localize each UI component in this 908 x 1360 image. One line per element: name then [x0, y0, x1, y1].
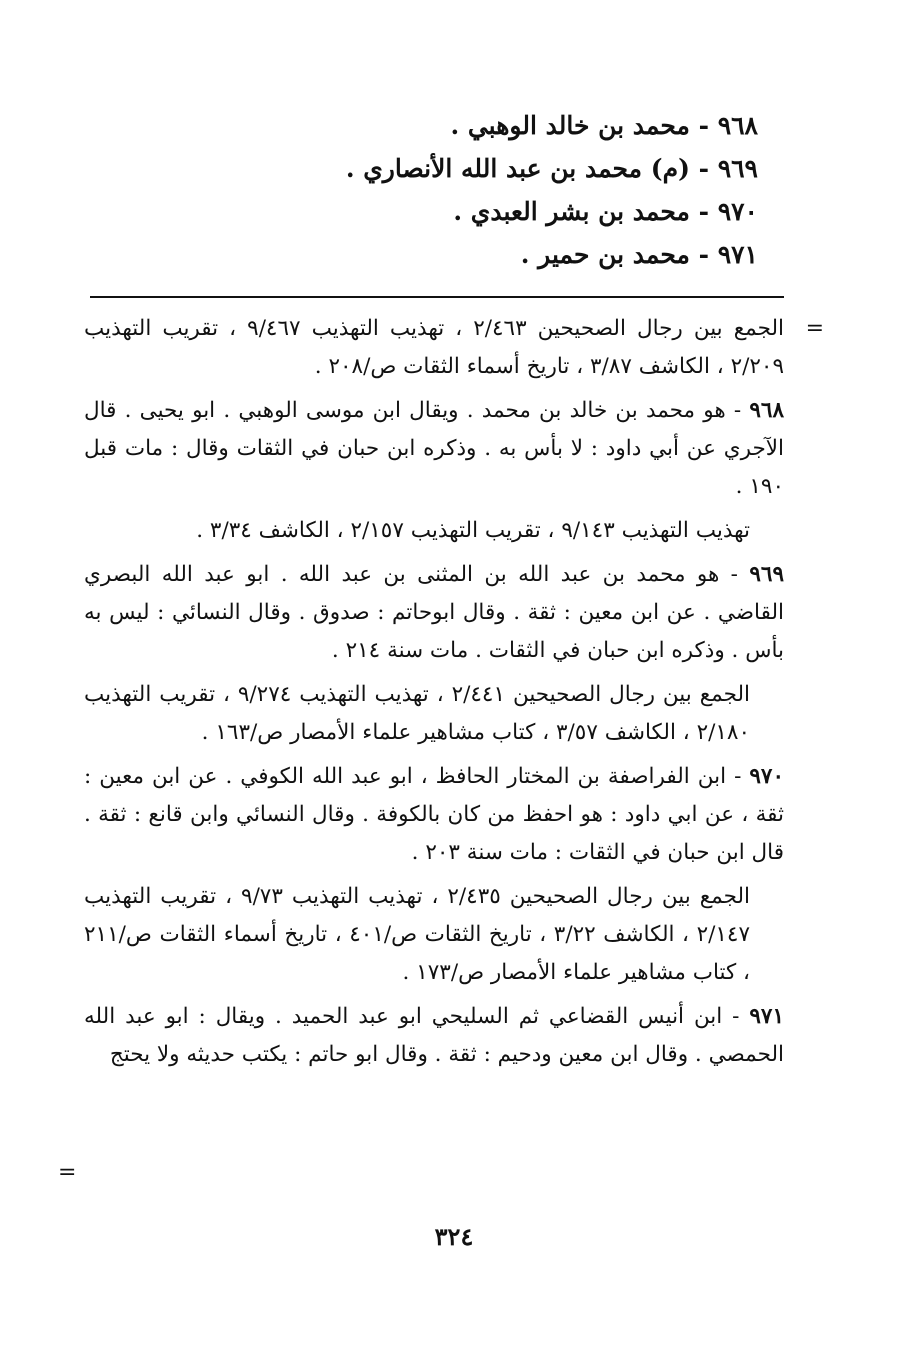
note-bio-text: - ابن أنيس القضاعي ثم السليحي ابو عبد الحميد . ويقال : ابو عبد الله الحمصي . وقال ابن معين ودحيم : ثقة . وقال ابو حاتم : يكتب حديثه ولا يحتج: [84, 1004, 784, 1067]
footnote-divider: [90, 296, 784, 298]
note-number: ٩٧١: [749, 1004, 784, 1029]
note-bio: [84, 758, 784, 872]
note-bio-text: - ابن الفراصفة بن المختار الحافظ ، ابو عبد الله الكوفي . عن ابن معين : ثقة ، عن ابي داود : هو احفظ من كان بالكوفة . وقال النسائي وابن قانع : ثقة . قال ابن حبان في الثقات : مات سنة ٢٠٣ .: [84, 764, 784, 865]
note-sources: الجمع بين رجال الصحيحين ٢/٤٣٥ ، تهذيب التهذيب ٩/٧٣ ، تقريب التهذيب ٢/١٤٧ ، الكاشف ٣/٢٢ ، تاريخ الثقات ص/٤٠١ ، تاريخ أسماء الثقات ص/٢١١ ، كتاب مشاهير علماء الأمصار ص/١٧٣ .: [84, 884, 750, 985]
entry-text: - محمد بن خالد الوهبي .: [450, 111, 709, 140]
entry-number: ٩٧٠: [717, 197, 758, 226]
entry-number: ٩٧١: [717, 240, 758, 269]
note-number: ٩٧٠: [749, 764, 784, 789]
note-number: ٩٦٨: [749, 398, 784, 423]
footnotes: [84, 310, 824, 1080]
entry-number: ٩٦٩: [717, 154, 758, 183]
continuation-mark: =: [805, 316, 824, 341]
entry-number: ٩٦٨: [717, 111, 758, 140]
entry-line: [118, 190, 758, 233]
note-bio: [84, 998, 784, 1074]
note-sources: الجمع بين رجال الصحيحين ٢/٤٤١ ، تهذيب التهذيب ٩/٢٧٤ ، تقريب التهذيب ٢/١٨٠ ، الكاشف ٣/٥٧ ، كتاب مشاهير علماء الأمصار ص/١٦٣ .: [84, 682, 750, 745]
entry-text: - محمد بن بشر العبدي .: [453, 197, 709, 226]
note-bio: [84, 556, 784, 670]
entry-text: - (م) محمد بن عبد الله الأنصاري .: [345, 154, 709, 183]
continued-mark: =: [58, 1160, 77, 1185]
entry-line: [118, 147, 758, 190]
continuation-text: الجمع بين رجال الصحيحين ٢/٤٦٣ ، تهذيب التهذيب ٩/٤٦٧ ، تقريب التهذيب ٢/٢٠٩ ، الكاشف ٣/٨٧ ، تاريخ أسماء الثقات ص/٢٠٨ .: [84, 316, 784, 379]
note-bio-text: - هو محمد بن عبد الله بن المثنى بن عبد الله . ابو عبد الله البصري القاضي . عن ابن معين : ثقة . وقال ابوحاتم : صدوق . وقال النسائي : ليس به بأس . وذكره ابن حبان في الثقات . مات سنة ٢١٤ .: [84, 562, 784, 663]
note-bio: [84, 392, 784, 506]
note-bio-text: - هو محمد بن خالد بن محمد . ويقال ابن موسى الوهبي . ابو يحيى . قال الآجري عن أبي داود : لا بأس به . وذكره ابن حبان في الثقات وقال : مات قبل ١٩٠ .: [84, 398, 784, 499]
entry-line: [118, 233, 758, 276]
page-number: ٣٢٤: [434, 1222, 474, 1251]
continuation-note: [84, 310, 824, 386]
note-number: ٩٦٩: [749, 562, 784, 587]
note-sources: تهذيب التهذيب ٩/١٤٣ ، تقريب التهذيب ٢/١٥٧ ، الكاشف ٣/٣٤ .: [196, 518, 750, 543]
entry-list: [118, 104, 758, 276]
entry-text: - محمد بن حمير .: [520, 240, 709, 269]
entry-line: [118, 104, 758, 147]
